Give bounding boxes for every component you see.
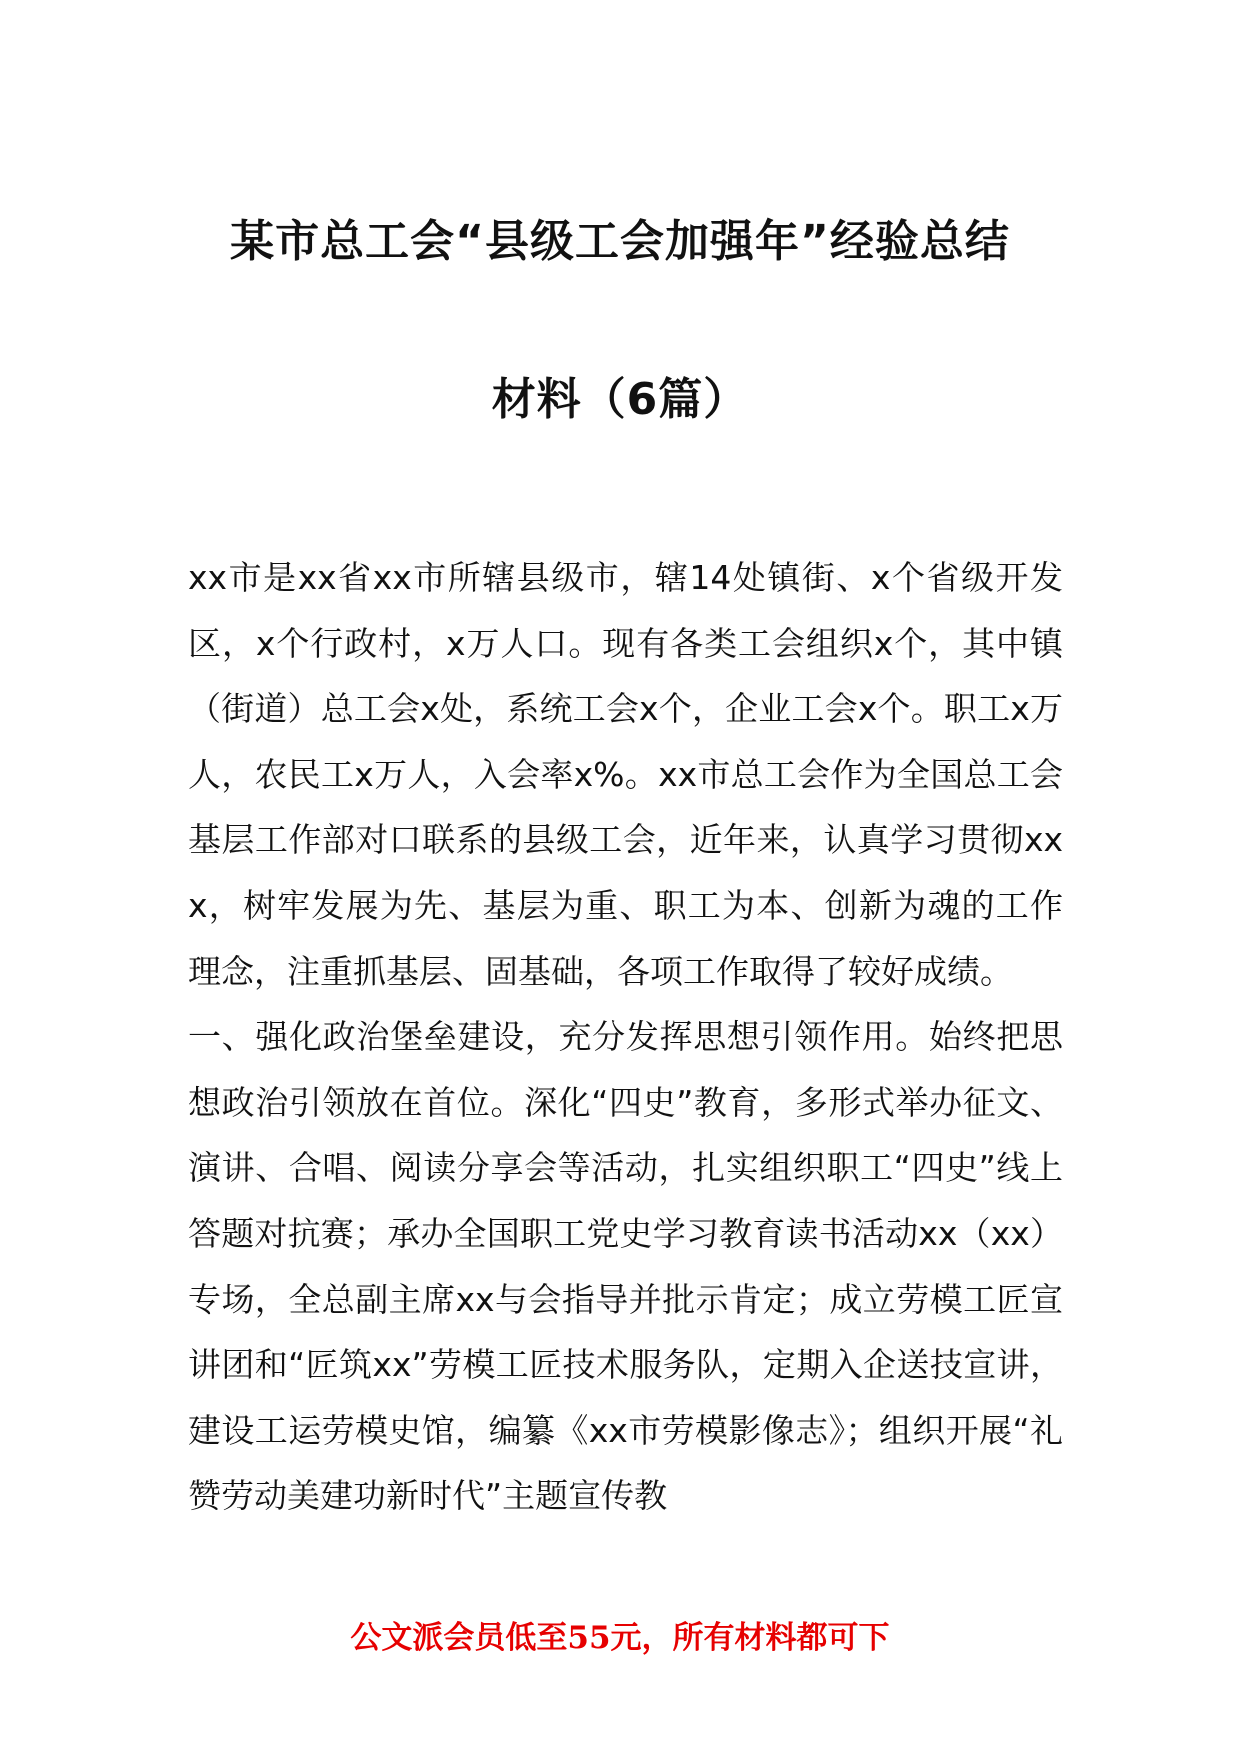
document-title-line-2: 材料（6篇）: [491, 374, 749, 425]
document-title-line-1: 某市总工会“县级工会加强年”经验总结: [230, 216, 1010, 267]
body-paragraph-section-1: 一、强化政治堡垒建设，充分发挥思想引领作用。始终把思想政治引领放在首位。深化“四史”教育，多形式举办征文、演讲、合唱、阅读分享会等活动，扎实组织职工“四史”线上答题对抗赛；承办全国职工党史学习教育读书活动xx（xx）专场，全总副主席xx与会指导并批示肯定；成立劳模工匠宣讲团和“匠筑xx”劳模工匠技术服务队，定期入企送技宣讲，建设工运劳模史馆，编纂《xx市劳模影像志》；组织开展“礼赞劳动美建功新时代”主题宣传教: [188, 1017, 1063, 1516]
document-body: [188, 545, 1063, 1529]
membership-promo-notice: 公文派会员低至55元，所有材料都可下: [350, 1620, 890, 1656]
body-paragraph-intro: xx市是xx省xx市所辖县级市，辖14处镇街、x个省级开发区，x个行政村，x万人口。现有各类工会组织x个，其中镇（街道）总工会x处，系统工会x个，企业工会x个。职工x万人，农民工x万人，入会率x%。xx市总工会作为全国总工会基层工作部对口联系的县级工会，近年来，认真学习贯彻xxx，树牢发展为先、基层为重、职工为本、创新为魂的工作理念，注重抓基层、固基础，各项工作取得了较好成绩。: [188, 558, 1063, 991]
